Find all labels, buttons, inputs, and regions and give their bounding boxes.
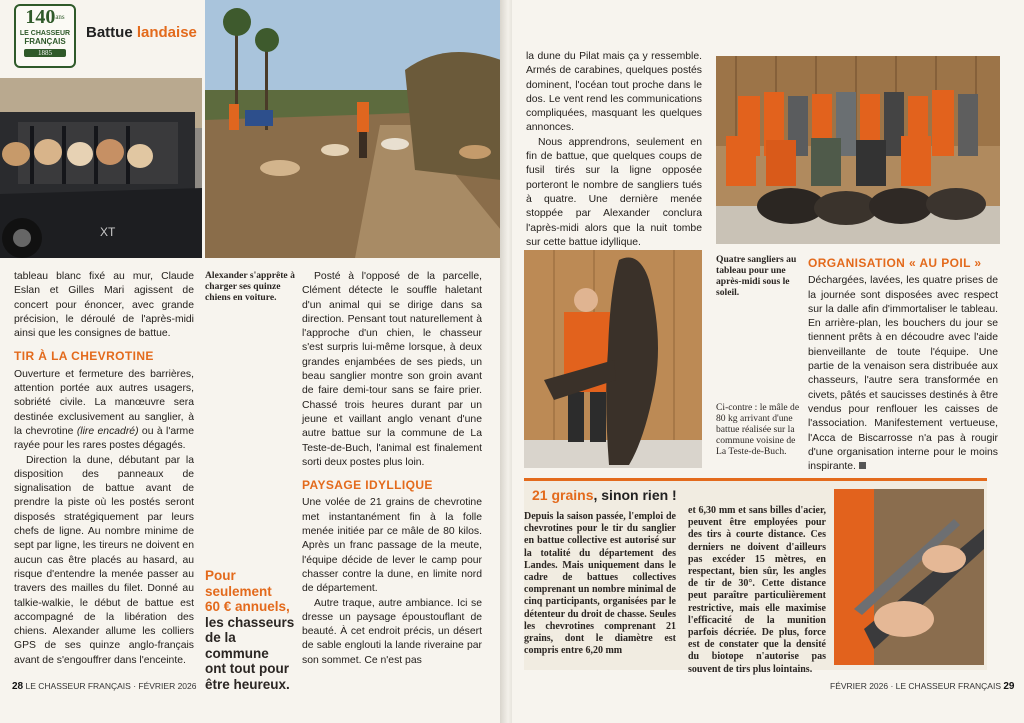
right-column-1 bbox=[526, 50, 702, 250]
logo-year: 1885 bbox=[24, 49, 66, 57]
boar-photo bbox=[524, 250, 702, 468]
box-title-bold: 21 grains bbox=[532, 487, 594, 503]
paragraph: Nous apprendrons, seulement en fin de battue, que quelques coups de fusil tirés sur la ligne opposée porteront le nombre de sangliers tués à quatre. Une dernière menée stoppée par Alexander conclura l'après-midi alors que la nuit tombe sur cette battue idyllique. bbox=[526, 136, 702, 248]
footer-text: LE CHASSEUR FRANÇAIS · FÉVRIER 2026 bbox=[25, 681, 197, 691]
paragraph: tableau blanc fixé au mur, Claude Eslan et Gilles Mari agissent de concert pour énoncer, avec grande précision, le déroulé de l'après-midi ainsi que les consignes de battue. bbox=[14, 271, 194, 340]
paragraph-text: ou à l'arme rayée pour les rares postes dégagés. bbox=[14, 425, 194, 452]
pullquote-line: les chasseurs bbox=[205, 614, 295, 630]
dogs-truck-photo bbox=[0, 78, 202, 258]
pullquote-line: être heureux. bbox=[205, 676, 290, 692]
box-column-2: et 6,30 mm et sans billes d'acier, peuvent être employées pour des tirs à courte distance. Ces derniers ne doivent d'ailleurs pas excéder 15 mètres, en respectant, bien sûr, les angles de tir de 30°. Cette distance peut paraître particulièrement restrictive, mais elle maximise l'efficacité de la munition parfois décriée. De plus, force est de constater que la densité du biotope n'autorise pas souvent de tirs plus lointains. bbox=[688, 505, 826, 675]
paragraph-text: Déchargées, lavées, les quatre prises de la journée sont disposées avec respect sur la dalle afin d'immortaliser le tableau. En arrière-plan, les bouchers du jour se tiennent prêts à en découdre avec l'aide bienveillante de toute l'équipe. Une partie de la venaison sera distribuée aux chasseurs, l'autre sera transformée en civets, pâtés et saucisses destinés à être vendus pour renflouer les caisses de l'association. Manifestement vertueuse, l'Acca de Biscarrosse n'a pas à rougir d'une organisation interne pour le moins inspirante. bbox=[808, 275, 998, 473]
right-column-2 bbox=[808, 250, 998, 474]
svg-text:XT: XT bbox=[100, 225, 116, 239]
paragraph: Direction la dune, débutant par la disposition des panneaux de signalisation de battue avant de prendre la piste où les postés seront disposés stratégiquement par leurs chefs de ligne. Au nombre minime de sept par ligne, les tireurs ne doivent en aucun cas être placés au hasard, au risque d'entendre la menée passer au travers des mailles du filet. Donné au talkie-walkie, le début de battue est accompagné de la libération des chiens. Alexander allume les colliers GPS de ses quinze anglo-français avant de s'engouffrer dans l'enceinte. bbox=[14, 454, 194, 666]
group-image bbox=[716, 56, 1000, 244]
subheading-chevrotine: TIR À LA CHEVROTINE bbox=[14, 349, 154, 364]
shotgun-image bbox=[834, 489, 984, 665]
pullquote-line: ont tout pour bbox=[205, 661, 289, 676]
logo-number: 140 bbox=[25, 6, 56, 28]
footer-text: FÉVRIER 2026 · LE CHASSEUR FRANÇAIS bbox=[830, 681, 1001, 691]
inline-reference: (lire encadré) bbox=[76, 425, 139, 437]
subheading-organisation: ORGANISATION « AU POIL » bbox=[808, 256, 982, 270]
paragraph: la dune du Pilat mais ça y ressemble. Armés de carabines, quelques postés dominent, l'océan tout proche dans le dos. Le vent rend les communications compliquées, masquant les quelques annonces. bbox=[526, 51, 702, 134]
logo-line2: FRANÇAIS bbox=[24, 37, 66, 46]
paragraph: Autre traque, autre ambiance. Ici se dresse un paysage époustouflant de beauté. À cet endroit précis, un désert de sable englouti la lande riveraine par son sommet. Ce n'est pas bbox=[302, 597, 482, 666]
footer-left bbox=[12, 681, 197, 692]
box-column-1: Depuis la saison passée, l'emploi de chevrotines pour le tir du sanglier en battue collective est autorisé sur la totalité du département des Landes. Mais uniquement dans le cadre de battues collectives comprenant un nombre minimal de cinq participants, organisées par le détenteur du droit de chasse. Seules les chevrotines comprenant 21 grains, dont le diamètre est compris entre 6,20 mm bbox=[524, 511, 676, 657]
section-word1: Battue bbox=[86, 24, 133, 41]
pullquote bbox=[205, 568, 295, 692]
hunters-forest-photo bbox=[205, 0, 501, 258]
box-title-rest: , sinon rien ! bbox=[593, 487, 677, 503]
group-photo bbox=[716, 56, 1000, 244]
subheading-paysage: PAYSAGE IDYLLIQUE bbox=[302, 478, 433, 493]
footer-right bbox=[830, 681, 1015, 692]
left-column-2 bbox=[302, 270, 482, 668]
caption-boar: Ci-contre : le mâle de 80 kg arrivant d'une battue réalisée sur la commune voisine de La Teste-de-Buch. bbox=[716, 402, 800, 457]
paragraph-text: Ouverture et fermeture des barrières, attention portée aux autres usagers, sobriété civile. La manœuvre sera destinée exclusivement au sanglier, à la chevrotine bbox=[14, 368, 194, 437]
box-title bbox=[532, 487, 677, 503]
page-number: 28 bbox=[12, 681, 24, 692]
pullquote-line: Pour seulement bbox=[205, 568, 272, 599]
caption-group: Quatre sangliers au tableau pour une après-midi sous le soleil. bbox=[716, 254, 797, 298]
logo-suffix: ans bbox=[55, 13, 65, 21]
caption-dogs: Alexander s'apprête à charger ses quinze chiens en voiture. bbox=[205, 270, 295, 303]
end-square bbox=[859, 462, 866, 469]
paragraph bbox=[14, 368, 194, 454]
boar-image bbox=[524, 250, 702, 468]
paragraph: Une volée de 21 grains de chevrotine met instantanément fin à la folle menée initiée par ce mâle de 80 kilos. Après un franc passage de la meute, l'équipe décide de lever le camp pour chasser contre la dune, en limite nord de département. bbox=[302, 497, 482, 595]
left-page bbox=[0, 0, 506, 723]
paragraph bbox=[808, 274, 998, 474]
left-column-1 bbox=[14, 270, 194, 668]
logo-line1: LE CHASSEUR bbox=[19, 30, 71, 37]
paragraph: Posté à l'opposé de la parcelle, Clément détecte le souffle haletant d'un animal qui se dirige dans sa direction. Pensant tout naturellement à l'approche d'un chien, le chasseur s'est surpris lui-même lorsque, à deux grandes enjambées de ses pieds, un beau sanglier montre son groin avant de faire demi-tour sans se faire prier. Chassé trois heures durant par un jeune et vaillant anglo venant d'une autre battue sur la commune de La Teste-de-Buch, l'animal est finalement sorti deux postes plus loin. bbox=[302, 271, 482, 468]
pullquote-line: 60 € annuels, bbox=[205, 599, 290, 614]
dogs-truck-image bbox=[0, 78, 202, 258]
hunters-forest-image bbox=[205, 0, 501, 258]
anniversary-logo bbox=[14, 4, 76, 68]
page-number: 29 bbox=[1003, 681, 1015, 692]
section-title bbox=[86, 24, 197, 41]
pullquote-line: de la commune bbox=[205, 630, 269, 661]
shotgun-photo bbox=[834, 489, 984, 665]
sidebar-box-chevrotine bbox=[524, 478, 987, 675]
section-word2: landaise bbox=[136, 24, 197, 41]
